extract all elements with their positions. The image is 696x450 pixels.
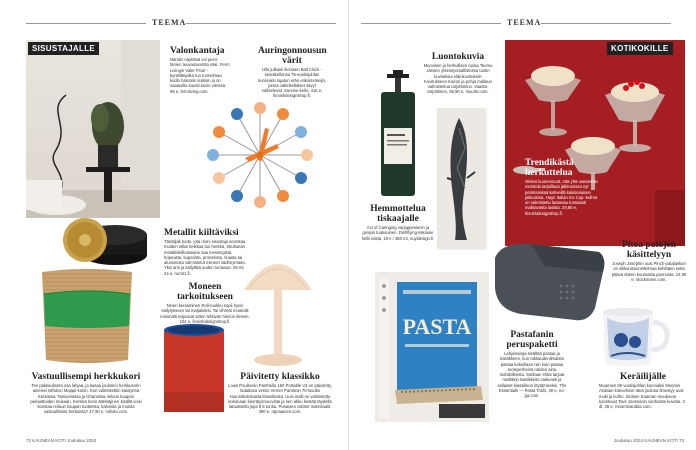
item-text: Muumien 80-vuotisjuhlan kunniaksi Moomin Arabian kokoelmiin tänä jouluna ilmestyy uusi muki ja kulho. Sinisen Kaarnan muukuvat koostuvat Tove Janssonin vanhoista kuvista. 2 dl, 28 e, moominarabia.com. bbox=[599, 383, 685, 410]
interior-photo bbox=[26, 40, 160, 218]
item-title: Päivitetty klassikko bbox=[240, 372, 320, 382]
item-caption-paivitetty bbox=[228, 372, 332, 415]
item-caption-vastuullisempi bbox=[26, 372, 146, 415]
item-title: Hemmottelua tiskaajalle bbox=[370, 204, 426, 224]
item-text: Lahjoissarja sisältää pastaa ja kastikkeen, kun rakkaudenilmaista pastaa kokeillaan niin kuin pastaa tuoteperheinä näiden aina mahdollisista. Sutilaan ehkä tarjoat meilläkin kastikkeita vaikeasti ja sellaiset klassikkon löytämiseksi. The Essentials — Pasta Tools, 40 e, no-ga.com. bbox=[497, 351, 567, 399]
item-text: Nändin näyttävä vol pieni- tänien teuvamanntita väki. Ferm Livingin Valer Floor -kynttilänjalka tuo tunnelmaa kodin hämärin kulmiin ja on saatavilla kuusti kuvin värissä. 99 e, fermliving.com. bbox=[170, 57, 230, 94]
item-caption-kerailijalle bbox=[599, 372, 687, 409]
header-rule-left bbox=[26, 23, 146, 24]
item-caption-auringonnousun bbox=[258, 46, 326, 99]
item-title: Vastuullisempi herkkukori bbox=[31, 372, 141, 382]
basket-image bbox=[38, 268, 136, 368]
roll-jar-image bbox=[158, 322, 230, 416]
category-tag: KOTIKOKILLE bbox=[607, 42, 673, 55]
item-title: Auringonnousun värit bbox=[258, 46, 327, 66]
pasta-kit-photo bbox=[375, 272, 489, 422]
moomin-mug-image bbox=[597, 304, 671, 370]
pasta-book-lettering: PASTA bbox=[402, 314, 472, 339]
item-caption-trendikasta bbox=[525, 158, 601, 216]
item-text: Muovisen ja herkullisen ruoka Teemu Järvien yhteistyömallistossa tuotin kuvituksia eläinkuvituksiin Kuvitukseen Koiran ja pohja mallaun valmistettua tarjottimina. Vaasta-tarjottimen, 36,90 e, muurla.com. bbox=[423, 63, 493, 95]
item-title: Keräilijälle bbox=[620, 372, 666, 382]
item-title: Pastafanin peruspaketti bbox=[506, 330, 558, 350]
fish-tray-image bbox=[437, 108, 485, 248]
item-caption-pastafanin bbox=[497, 330, 567, 399]
ball-clock-image bbox=[205, 100, 315, 210]
header-rule-right bbox=[186, 23, 336, 24]
item-caption-hemmottelua bbox=[361, 204, 435, 241]
item-caption-luontokuvia bbox=[423, 52, 493, 95]
page-folio: Joulukuu 2024 KAUNEAN KOTI 73 bbox=[613, 438, 684, 443]
header-rule-left bbox=[361, 23, 501, 24]
item-title: Pitoa patojen käsittelyyn bbox=[621, 240, 677, 260]
item-text: Louis Poulsenin Panthella 160 Portable V3 on päivitetty, ladattava versio Verner Pantonin 70-luvulla suunnittelemasta klassikosta. Uusi malli on valmistettu kokonaan kierrätysmuovista ja sen akku kestää täydellä latauksella jopa 9,5 tuntia. Punaisen väriset materiaalit. 390 e, rajnaainen.com. bbox=[228, 383, 332, 415]
item-title: Moneen tarkoitukseen bbox=[177, 282, 233, 302]
item-text: Ninen kerasminen Roll-ruukku sopii hyvin säilytykseen tai maljakoksi. Tai vihreät muotoilit minimatti tarjoavat sitten tehtivän hienon ilmeen. 104 e, finnishdesignshop.fi. bbox=[160, 303, 250, 324]
page-folio: 72 KAUNEAN KOTI Joulukuu 2024 bbox=[26, 438, 97, 443]
dish-soap-image bbox=[377, 68, 419, 198]
item-title: Valonkantaja bbox=[170, 46, 225, 56]
panthella-lamp-image bbox=[238, 248, 318, 368]
item-text: Joseph Josephin uusi Pinch-patalaskuri on silikonisuunnitelmaa kehittäen sekä pitävä otteen kuumasta pannusta. 24,90 e, stockmann.com. bbox=[611, 261, 687, 282]
right-page bbox=[348, 0, 696, 450]
item-title: Trendikästä herkuttelua bbox=[525, 158, 574, 178]
item-caption-moneen bbox=[160, 282, 250, 324]
item-caption-pitoa bbox=[611, 240, 687, 282]
item-caption-valonkantaja bbox=[170, 46, 230, 94]
item-text: Tässäjak tuote, jota moni sisustaja arvostaa muiden etikä heikkaa tuo herkkä, Skultunan metallinkiillotusaine saa messingistä, hopeasta, kuparista, pronssista, tinasta tai alumiinista valmistetut esineet sädheymään. Yksi anti ja säilyttää uuden tuntuvan. 50 ml, 24 e, rum21.fi. bbox=[164, 239, 246, 276]
pot-grip-image bbox=[491, 238, 609, 326]
header-rule-right bbox=[541, 23, 671, 24]
item-text: Tee pakkaukseta osa lahjaa, ja kasaa joulusen herkkusorin aineisei Mifukon Majapi-koriin. Kori valmistettiin käsityönä Keniassa, Tansaniassa ja Ghanassa reiluun kaupan periaatteiden mukaan. Kenties korin äitelsäjinen sisällä voisi koostaa reiluun kaupan tuotteista, kahvista ja muista vastuullisista herkuista? 47,90 e, mifuko.com. bbox=[30, 383, 142, 415]
category-tag: SISUSTAJALLE bbox=[28, 42, 99, 55]
item-title: Luontokuvia bbox=[431, 52, 485, 62]
item-text: Ulla julkaisi ikonisen Ball Clock -seinäkellonsa 75-vuotisjuhlan kunniaksi rajatun erän erikoisväreijä, joissa väliinkeltäiset sävyt vaihtelevat. Sunrise-kello, 415 e, finnishdesignshop.fi. bbox=[258, 67, 326, 99]
section-label: TEEMA bbox=[152, 18, 187, 27]
item-text: Act of Caringing varjappesienin ja greipin tuoksuinen. Dishflying-tiskiaine hellii käsiä, 19 e / 350 ml, nuyldesign.fi. bbox=[361, 225, 435, 241]
item-title: Metallit kiiltäviksi bbox=[164, 228, 239, 238]
metal-polish-image bbox=[55, 205, 155, 270]
section-label: TEEMA bbox=[507, 18, 542, 27]
item-text: Oleleo kuonennuot, että yhä useammin ravintola tarjoillaan jälkiruoissa nyt perinteisissä kahveillä kaksiosaisen pikkuisina. Hayn Italian Ice Cup -kulhot on valmistettu laatuvaa runsaasti mahtavasta lasista. 29,80 e, finnishdesignshop.fi. bbox=[525, 179, 598, 216]
